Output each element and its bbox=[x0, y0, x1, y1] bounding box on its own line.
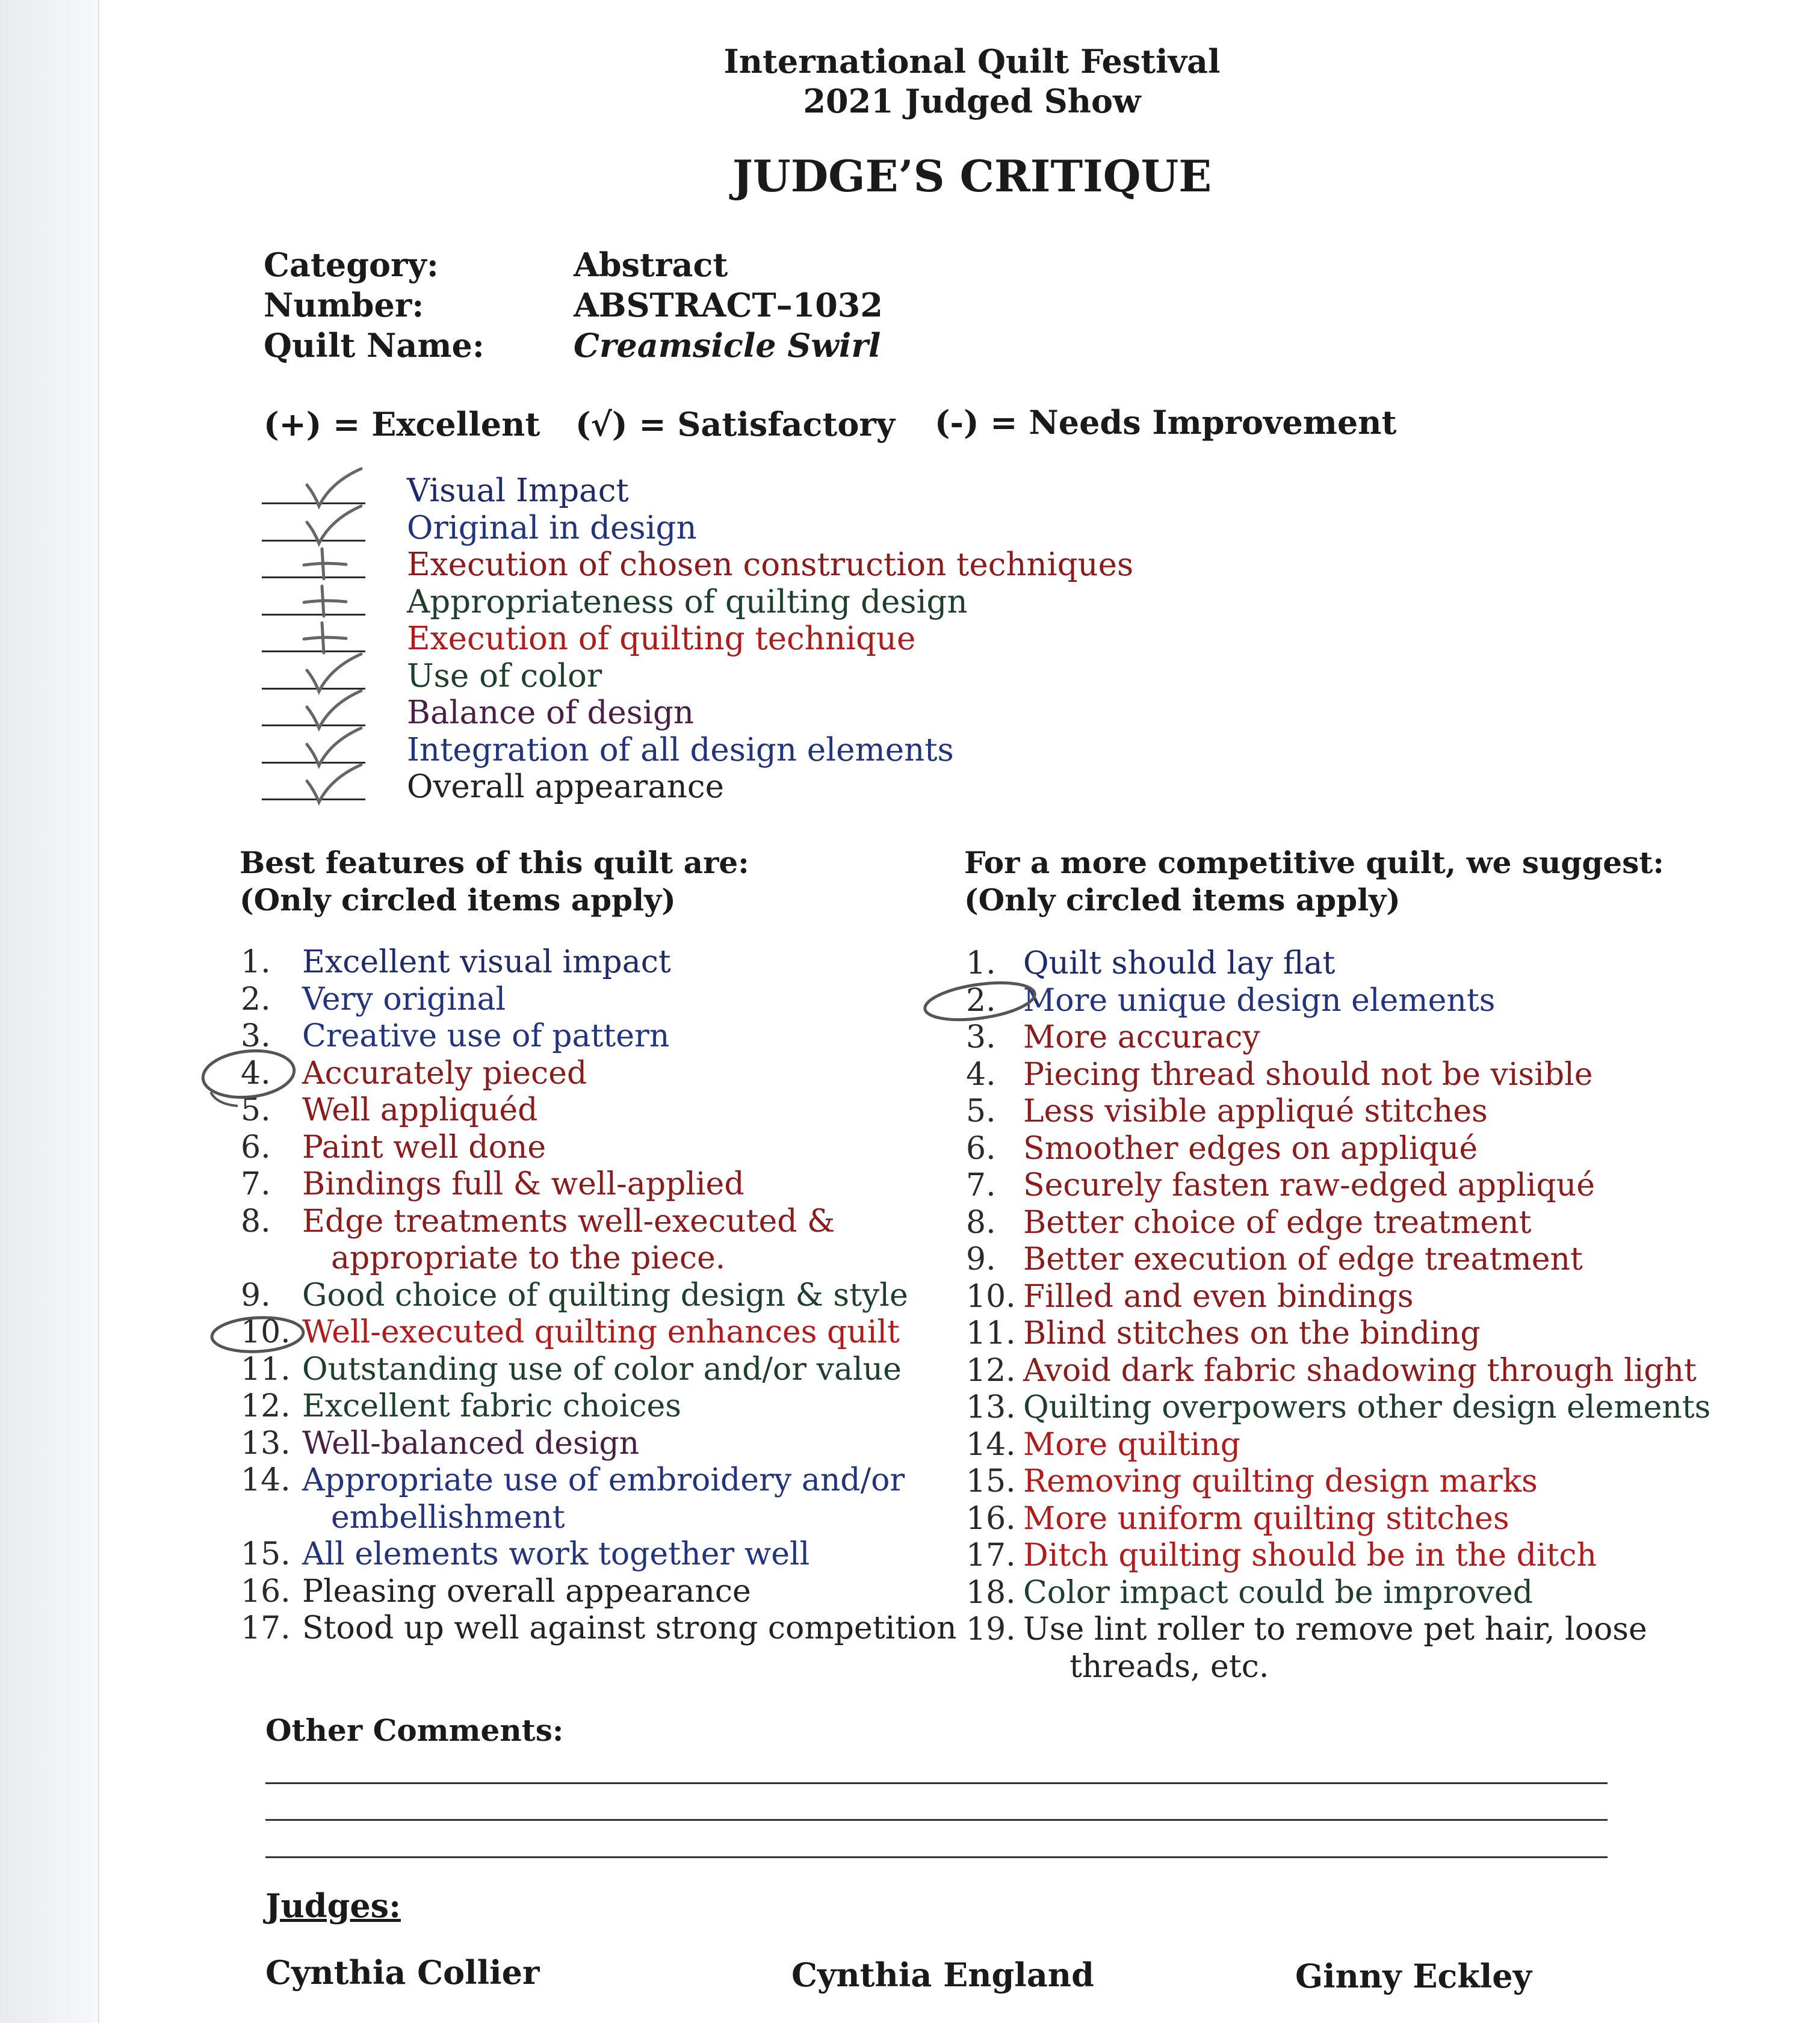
list-item: Well-executed quilting enhances quilt bbox=[302, 1314, 900, 1350]
comments-label: Other Comments: bbox=[265, 1713, 564, 1748]
legend-satisfactory: (√) = Satisfactory bbox=[575, 405, 896, 443]
list-item: More quilting bbox=[1023, 1426, 1241, 1463]
list-item: Very original bbox=[302, 981, 506, 1018]
list-item-continuation: threads, etc. bbox=[1069, 1648, 1269, 1685]
list-item: Quilt should lay flat bbox=[1023, 945, 1336, 981]
list-item-number: 2. bbox=[966, 982, 996, 1019]
list-item: Use lint roller to remove pet hair, loose bbox=[1023, 1611, 1647, 1648]
page-title: JUDGE’S CRITIQUE bbox=[732, 150, 1212, 202]
list-item: Color impact could be improved bbox=[1023, 1574, 1533, 1611]
legend-needs-improvement: (-) = Needs Improvement bbox=[935, 403, 1397, 442]
list-item: Well appliquéd bbox=[302, 1092, 538, 1128]
list-item: Smoother edges on appliqué bbox=[1023, 1130, 1478, 1167]
list-item-continuation: appropriate to the piece. bbox=[331, 1240, 726, 1276]
list-item-number: 10. bbox=[241, 1314, 291, 1350]
list-item-number: 1. bbox=[966, 945, 996, 981]
list-item: Filled and even bindings bbox=[1023, 1278, 1414, 1315]
list-item: Creative use of pattern bbox=[302, 1018, 670, 1054]
list-item-number: 9. bbox=[241, 1277, 271, 1314]
list-item-number: 1. bbox=[241, 944, 271, 980]
criterion-label: Balance of design bbox=[407, 694, 694, 731]
list-item-number: 6. bbox=[241, 1129, 271, 1166]
list-item: Excellent visual impact bbox=[302, 944, 671, 980]
list-item-number: 15. bbox=[241, 1536, 291, 1572]
list-item-number: 9. bbox=[966, 1241, 996, 1277]
list-item-number: 12. bbox=[966, 1352, 1016, 1389]
list-item: Good choice of quilting design & style bbox=[302, 1277, 908, 1314]
show-name: 2021 Judged Show bbox=[803, 82, 1141, 120]
list-item: Well-balanced design bbox=[302, 1425, 640, 1462]
legend-excellent: (+) = Excellent bbox=[264, 405, 540, 443]
list-item: Pleasing overall appearance bbox=[302, 1573, 751, 1610]
list-item: Stood up well against strong competition bbox=[302, 1610, 957, 1646]
criterion-label: Overall appearance bbox=[407, 768, 724, 805]
list-item-number: 3. bbox=[241, 1018, 271, 1054]
list-item-number: 19. bbox=[966, 1611, 1016, 1648]
suggestions-subtitle: (Only circled items apply) bbox=[964, 882, 1401, 918]
list-item-number: 14. bbox=[966, 1426, 1016, 1463]
list-item-number: 17. bbox=[966, 1537, 1016, 1574]
list-item: Bindings full & well-applied bbox=[302, 1166, 744, 1202]
criterion-label: Visual Impact bbox=[407, 472, 629, 509]
list-item: Blind stitches on the binding bbox=[1023, 1315, 1481, 1351]
list-item: Outstanding use of color and/or value bbox=[302, 1351, 902, 1388]
best-features-title: Best features of this quilt are: bbox=[240, 845, 749, 880]
criterion-label: Original in design bbox=[407, 509, 697, 546]
circle-suggestion-2 bbox=[923, 977, 1037, 1025]
list-item: Removing quilting design marks bbox=[1023, 1463, 1538, 1499]
suggestions-title: For a more competitive quilt, we suggest: bbox=[964, 845, 1664, 880]
festival-name: International Quilt Festival bbox=[723, 42, 1221, 81]
list-item-number: 13. bbox=[966, 1389, 1016, 1425]
list-item-number: 12. bbox=[241, 1388, 291, 1424]
list-item-number: 5. bbox=[966, 1093, 996, 1129]
circle-best-4 bbox=[200, 1046, 296, 1101]
list-item: Securely fasten raw-edged appliqué bbox=[1023, 1167, 1596, 1203]
category-value: Abstract bbox=[574, 246, 728, 284]
list-item: Appropriate use of embroidery and/or bbox=[302, 1462, 905, 1498]
list-item: More unique design elements bbox=[1023, 982, 1496, 1019]
list-item-number: 8. bbox=[241, 1203, 271, 1240]
list-item: Accurately pieced bbox=[302, 1055, 587, 1092]
number-label: Number: bbox=[264, 286, 424, 324]
number-value: ABSTRACT–1032 bbox=[574, 286, 883, 324]
circle-best-10 bbox=[211, 1315, 305, 1354]
list-item-number: 14. bbox=[241, 1462, 291, 1498]
list-item: Piecing thread should not be visible bbox=[1023, 1056, 1593, 1093]
quilt-name-label: Quilt Name: bbox=[264, 326, 484, 365]
list-item-number: 18. bbox=[966, 1574, 1016, 1611]
criterion-label: Appropriateness of quilting design bbox=[407, 583, 968, 620]
list-item-number: 3. bbox=[966, 1019, 996, 1055]
list-item-number: 17. bbox=[241, 1610, 291, 1646]
list-item-continuation: embellishment bbox=[331, 1499, 565, 1536]
category-label: Category: bbox=[264, 246, 439, 284]
judge-2: Cynthia England bbox=[791, 1956, 1094, 1994]
list-item-number: 2. bbox=[241, 981, 271, 1018]
list-item-number: 8. bbox=[966, 1204, 996, 1241]
list-item-number: 6. bbox=[966, 1130, 996, 1167]
list-item-number: 15. bbox=[966, 1463, 1016, 1499]
list-item: Edge treatments well-executed & bbox=[302, 1203, 835, 1240]
criterion-label: Execution of quilting technique bbox=[407, 620, 916, 657]
list-item-number: 13. bbox=[241, 1425, 291, 1462]
list-item-number: 4. bbox=[241, 1055, 271, 1092]
criterion-label: Integration of all design elements bbox=[407, 731, 954, 768]
list-item-number: 16. bbox=[241, 1573, 291, 1610]
list-item: Avoid dark fabric shadowing through light bbox=[1023, 1352, 1697, 1389]
list-item: Better choice of edge treatment bbox=[1023, 1204, 1532, 1241]
list-item: All elements work together well bbox=[302, 1536, 810, 1572]
judge-1: Cynthia Collier bbox=[265, 1953, 540, 1992]
list-item-number: 7. bbox=[241, 1166, 271, 1202]
quilt-name-value: Creamsicle Swirl bbox=[574, 326, 881, 365]
judges-label: Judges: bbox=[265, 1886, 401, 1925]
list-item-number: 16. bbox=[966, 1500, 1016, 1537]
list-item: Better execution of edge treatment bbox=[1023, 1241, 1583, 1277]
criterion-label: Use of color bbox=[407, 657, 602, 694]
list-item-number: 10. bbox=[966, 1278, 1016, 1315]
list-item-number: 4. bbox=[966, 1056, 996, 1093]
list-item: Paint well done bbox=[302, 1129, 546, 1166]
list-item: More uniform quilting stitches bbox=[1023, 1500, 1509, 1537]
list-item: Less visible appliqué stitches bbox=[1023, 1093, 1488, 1129]
list-item-number: 5. bbox=[241, 1092, 271, 1128]
list-item: Quilting overpowers other design elements bbox=[1023, 1389, 1711, 1425]
list-item: More accuracy bbox=[1023, 1019, 1260, 1055]
list-item: Ditch quilting should be in the ditch bbox=[1023, 1537, 1597, 1574]
list-item-number: 11. bbox=[966, 1315, 1016, 1351]
judge-3: Ginny Eckley bbox=[1295, 1957, 1532, 1995]
list-item-number: 11. bbox=[241, 1351, 291, 1388]
list-item-number: 7. bbox=[966, 1167, 996, 1203]
criterion-label: Execution of chosen construction techniques bbox=[407, 546, 1134, 583]
list-item: Excellent fabric choices bbox=[302, 1388, 681, 1424]
best-features-subtitle: (Only circled items apply) bbox=[240, 882, 676, 918]
